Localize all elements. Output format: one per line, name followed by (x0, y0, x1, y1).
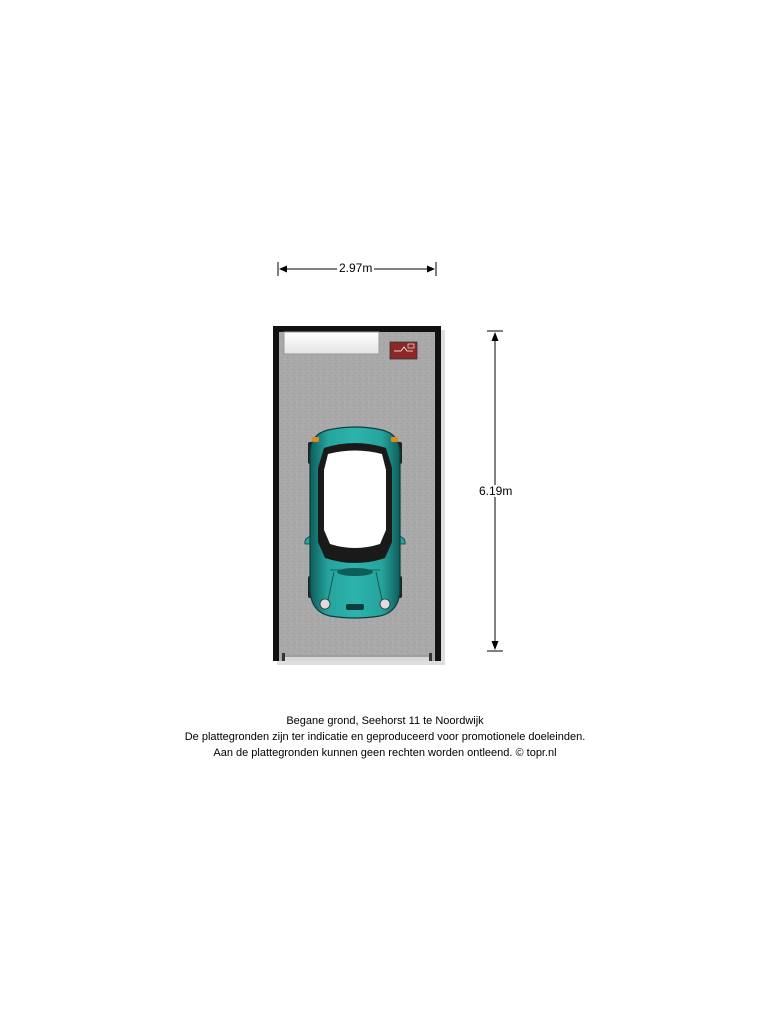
depth-dimension-label: 6.19m (479, 484, 513, 498)
width-dimension-label: 2.97m (339, 261, 373, 275)
car-icon (305, 427, 405, 618)
garage-floor-plan (268, 320, 448, 670)
caption-disclaimer-1: De plattegronden zijn ter indicatie en geproduceerd voor promotionele doeleinden. (184, 731, 586, 743)
plan-caption (0, 713, 770, 761)
meter-box-icon (390, 342, 417, 359)
storage-shelf (284, 332, 379, 354)
caption-disclaimer-2: Aan de plattegronden kunnen geen rechten worden ontleend. © topr.nl (213, 747, 557, 759)
caption-title: Begane grond, Seehorst 11 te Noordwijk (286, 715, 484, 727)
